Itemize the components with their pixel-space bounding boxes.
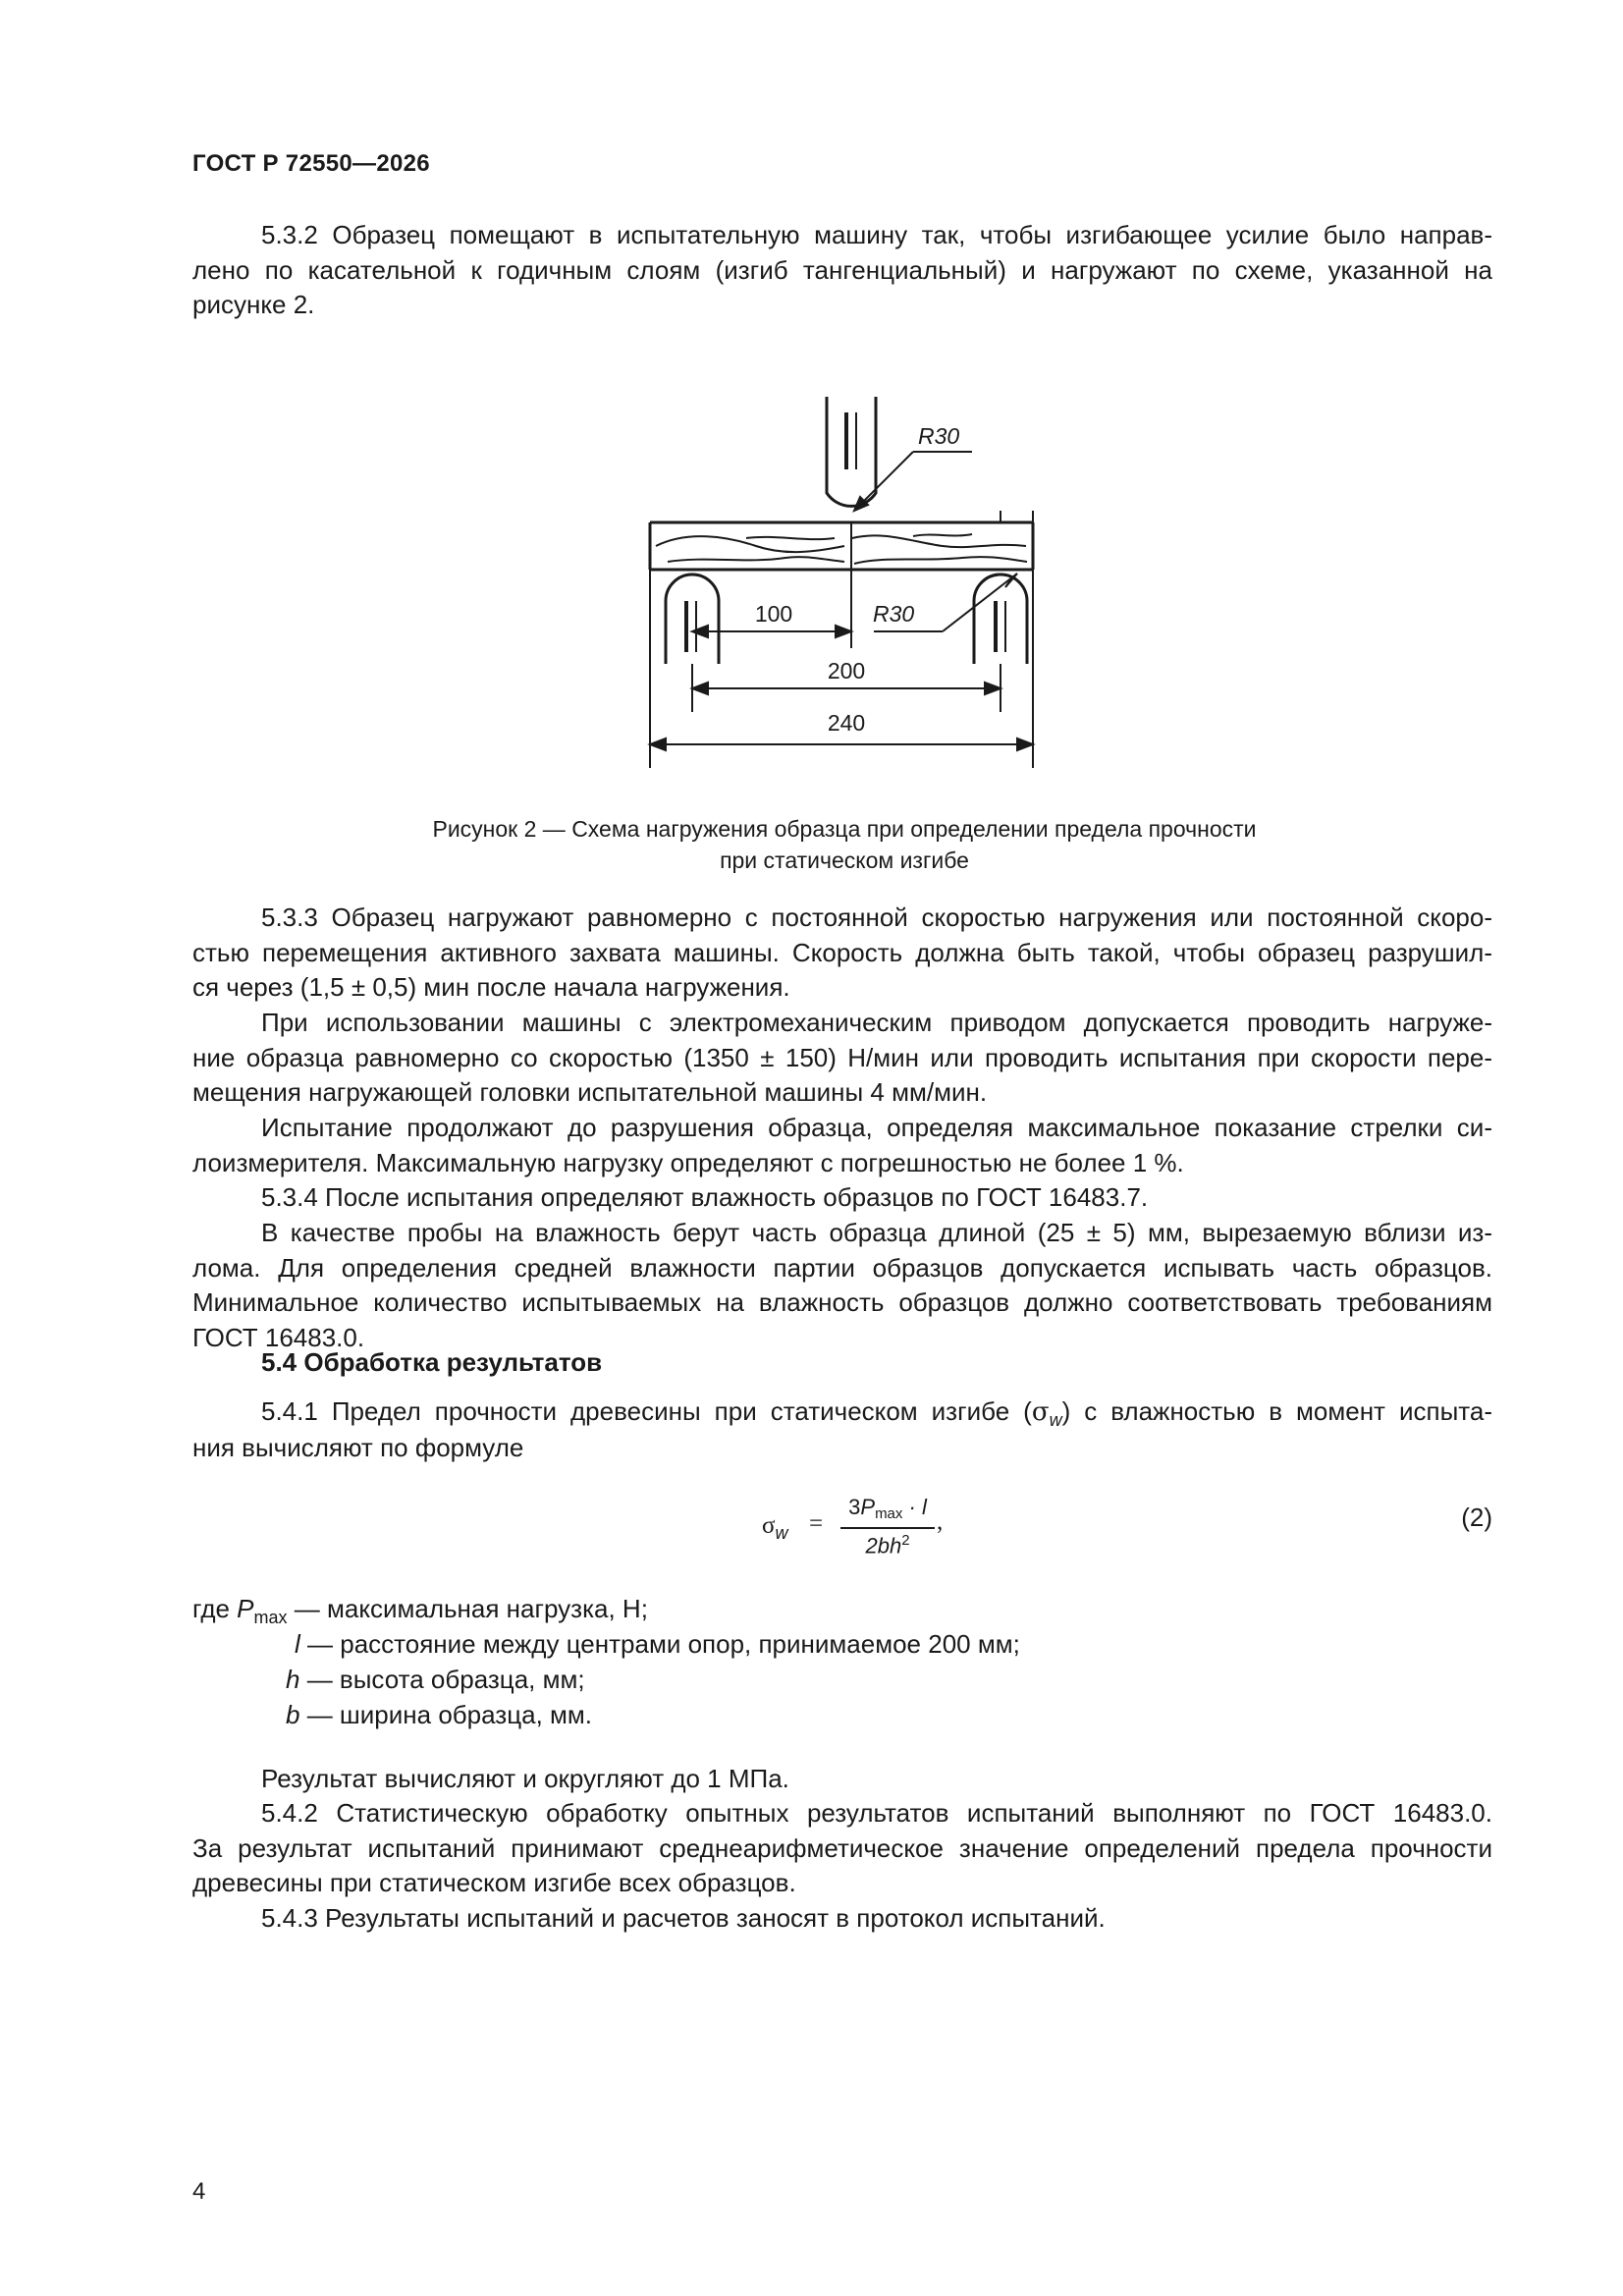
fraction-bar [840,1527,935,1529]
paragraph-result [192,1762,1492,1797]
paragraph-5-4-1 [192,1394,1492,1465]
symbol-h: h [286,1665,300,1694]
formula-denominator [839,1532,937,1558]
where-h [286,1662,585,1697]
paragraph-line: В качестве пробы на влажность берут часть образца длиной (25 ± 5) мм, вырезаемую вблизи из- [261,1218,1492,1247]
where-pmax [192,1591,648,1626]
dim-label-r30-bottom: R30 [873,601,915,627]
equals-sign: = [809,1510,824,1537]
formula-2 [762,1495,958,1573]
text-run: 5.4.1 Предел прочности древесины при статическом изгибе ( [261,1396,1032,1426]
where-l [295,1626,1020,1662]
paragraph-line: древесины при статическом изгибе всех образцов. [192,1868,796,1897]
paragraph-line: 5.3.2 Образец помещают в испытательную машину так, чтобы изгибающее усилие было направ- [261,220,1492,249]
section-heading-5-4: 5.4 Обработка результатов [261,1347,603,1377]
page-number: 4 [192,2178,206,2205]
paragraph-line: 5.4.3 Результаты испытаний и расчетов заносят в протокол испытаний. [261,1903,1106,1933]
paragraph-line: 5.3.3 Образец нагружают равномерно с постоянной скоростью нагружения или постоянной скоро- [261,902,1492,932]
where-b [286,1697,592,1732]
equation-number: (2) [1461,1503,1492,1532]
paragraph-line [192,1394,1492,1431]
paragraph-line: За результат испытаний принимают среднеарифметическое значение определений предела прочности [192,1832,1492,1863]
definition-text: — максимальная нагрузка, Н; [287,1594,648,1623]
paragraph-line: 5.4.2 Статистическую обработку опытных результатов испытаний выполняют по ГОСТ 16483.0. [261,1798,1492,1828]
loading-head [827,397,876,506]
right-support [974,574,1027,664]
paragraph-line: рисунке 2. [192,290,315,319]
paragraph-line: мещения нагружающей головки испытательной машины 4 мм/мин. [192,1077,988,1107]
subscript-w: w [1049,1410,1062,1430]
caption-line: Рисунок 2 — Схема нагружения образца при определении предела прочности [432,816,1257,842]
paragraph-line: ния вычисляют по формуле [192,1432,524,1462]
left-support [666,574,719,664]
formula-numerator [839,1495,937,1522]
paragraph-line: лено по касательной к годичным слоям (изгиб тангенциальный) и нагружают по схеме, указанной на [192,254,1492,285]
paragraph-5-3-3 [192,901,1492,1006]
where-prefix: где [192,1594,238,1623]
dim-label-r30-top: R30 [918,423,960,449]
paragraph-5-4-3 [192,1901,1492,1937]
paragraph-sample [192,1216,1492,1355]
caption-line: при статическом изгибе [720,847,969,873]
text-run: ) с влажностью в момент испыта- [1061,1396,1492,1426]
sigma-symbol: σ [762,1512,776,1539]
paragraph-machine [192,1006,1492,1111]
definition-text: — ширина образца, мм. [299,1700,592,1729]
denominator-exponent: 2 [901,1532,910,1549]
wood-grain [656,534,1027,564]
sigma-symbol: σ [1031,1397,1050,1427]
paragraph-5-3-4 [192,1180,1492,1216]
formula-comma: , [937,1508,944,1535]
definition-text: — расстояние между центрами опор, принимаемое 200 мм; [299,1629,1020,1659]
paragraph-line: ся через (1,5 ± 0,5) мин после начала нагружения. [192,972,790,1002]
figure-caption [295,813,1394,876]
paragraph-5-4-2 [192,1796,1492,1901]
numerator-subscript-max: max [875,1505,903,1522]
paragraph-line: лоизмерителя. Максимальную нагрузку определяют с погрешностью не более 1 %. [192,1147,1184,1177]
figure-2-loading-scheme [0,0,1623,805]
dim-label-240: 240 [827,710,866,736]
paragraph-line: Минимальное количество испытываемых на влажность образцов должно соответствовать требованиям [192,1287,1492,1317]
subscript-w: w [775,1523,788,1543]
dim-label-100: 100 [754,601,793,627]
paragraph-line: 5.3.4 После испытания определяют влажность образцов по ГОСТ 16483.7. [261,1182,1149,1212]
symbol-p: P [237,1594,254,1623]
paragraph-line: ние образца равномерно со скоростью (1350 ± 150) Н/мин или проводить испытания при скорости пере- [192,1042,1492,1072]
denominator-2b: 2b [865,1533,890,1558]
paragraph-line: Результат вычисляют и округляют до 1 МПа. [261,1764,789,1793]
subscript-max: max [253,1608,288,1627]
dim-label-200: 200 [827,658,866,683]
paragraph-test [192,1111,1492,1180]
paragraph-line: ГОСТ 16483.0. [192,1322,365,1352]
symbol-l: l [295,1629,300,1659]
paragraph-line: стью перемещения активного захвата машины. Скорость должна быть такой, чтобы образец разрушил- [192,937,1492,967]
paragraph-line: При использовании машины с электромеханическим приводом допускается проводить нагруже- [261,1008,1492,1037]
numerator-p: P [860,1495,876,1519]
numerator-l: · l [902,1495,927,1519]
document-header: ГОСТ Р 72550—2026 [192,150,430,177]
numerator-coefficient: 3 [848,1495,861,1519]
symbol-b: b [286,1700,300,1729]
paragraph-line: Испытание продолжают до разрушения образца, определяя максимальное показание стрелки си- [261,1113,1492,1142]
definition-text: — высота образца, мм; [299,1665,585,1694]
paragraph-line: лома. Для определения средней влажности партии образцов допускается испывать часть образцов. [192,1252,1492,1283]
formula-lhs [762,1512,788,1543]
denominator-h: h [889,1533,902,1558]
